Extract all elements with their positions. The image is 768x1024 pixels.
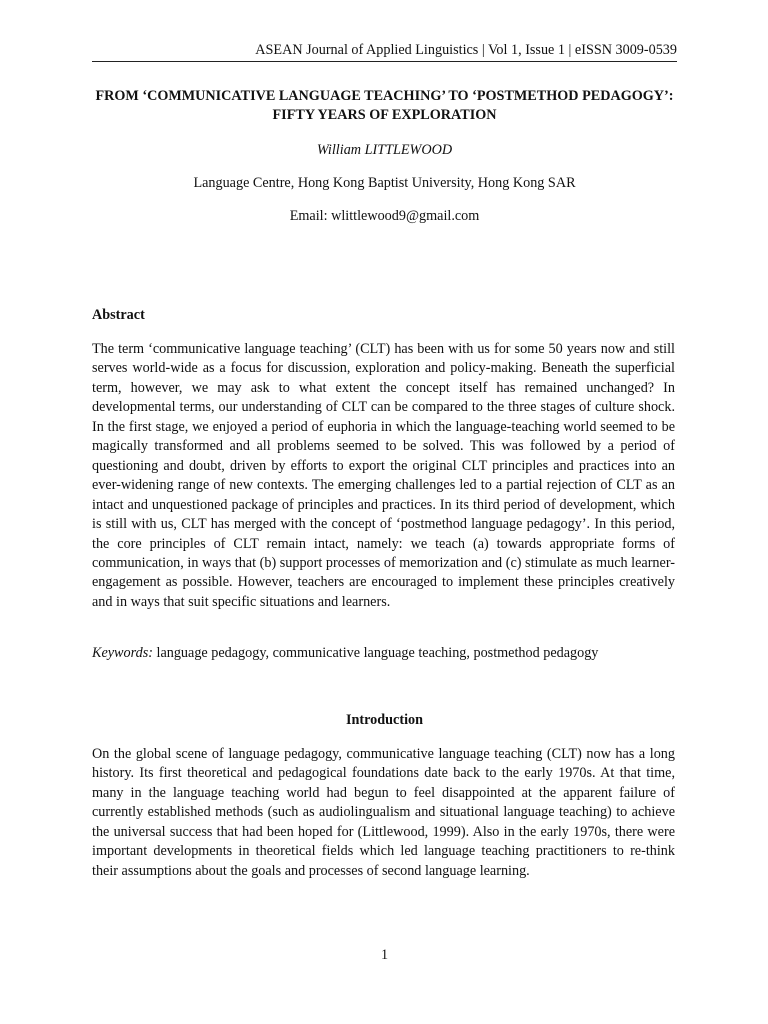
keywords-label: Keywords: [92,645,153,661]
header-rule [92,61,677,62]
introduction-body: On the global scene of language pedagogy, communicative language teaching (CLT) now has a long history. Its first theoretical and pedagogical foundations date back to the early 1970s. At that time, many in the language teaching world had begun to feel disappointed at the apparent failure of currently established methods (such as audiolingualism and situational language teaching) to achieve the universal success that had been hoped for (Littlewood, 1999). Also in the early 1970s, there were important developments in theoretical fields which led language teaching practitioners to re-think their assumptions about the goals and processes of second language learning. [92,746,675,879]
page-number: 1 [380,947,389,963]
keywords [92,644,677,662]
article-title: FROM ‘COMMUNICATIVE LANGUAGE TEACHING’ TO ‘POSTMETHOD PEDAGOGY’: FIFTY YEARS OF EXPLORATION [95,88,674,123]
abstract-body: The term ‘communicative language teaching’ (CLT) has been with us for some 50 years now and still serves world-wide as a focus for discussion, exploration and policy-making. Beneath the superficial term, however, we may ask to what extent the concept itself has remained unchanged? In developmental terms, our understanding of CLT can be compared to the three stages of culture shock. In the first stage, we enjoyed a period of euphoria in which the language-teaching world seemed to be magically transformed and all problems seemed to be solved. This was followed by a period of questioning and doubt, driven by efforts to export the original CLT principles and practices into an ever-widening range of new contexts. The emerging challenges led to a partial rejection of CLT as an intact and unquestioned package of principles and practices. In its third period of development, which is still with us, CLT has merged with the concept of ‘postmethod language pedagogy’. In this period, the core principles of CLT remain intact, namely: we teach (a) towards appropriate forms of communication, in ways that (b) support processes of memorization and (c) stimulate as much learner-engagement as possible. However, teachers are encouraged to implement these principles creatively and in ways that suit specific situations and learners. [92,341,675,610]
author-email: Email: wlittlewood9@gmail.com [289,208,480,224]
abstract-heading: Abstract [92,307,145,323]
running-head: ASEAN Journal of Applied Linguistics | Vol 1, Issue 1 | eISSN 3009-0539 [255,42,677,58]
author-name: William LITTLEWOOD [316,142,453,158]
introduction-heading: Introduction [346,712,423,728]
keywords-text: language pedagogy, communicative language teaching, postmethod pedagogy [156,645,599,661]
author-affiliation: Language Centre, Hong Kong Baptist University, Hong Kong SAR [193,175,576,191]
